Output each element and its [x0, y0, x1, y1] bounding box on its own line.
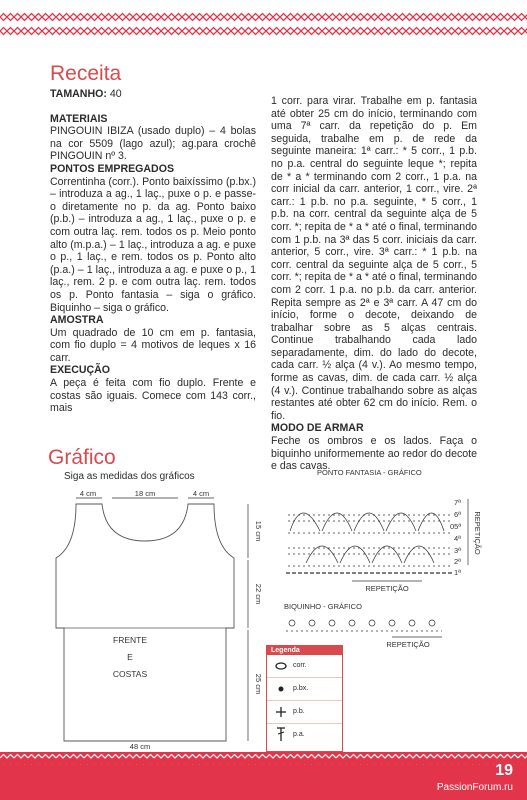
- legend-row-chain: [267, 655, 342, 678]
- legend-title: Legenda: [267, 646, 342, 655]
- size-line: [50, 88, 256, 101]
- bottom-zigzag-pattern: [0, 752, 527, 774]
- fan-motif: [418, 513, 444, 531]
- oval-icon: [275, 661, 287, 671]
- row-label-6: 6ª: [454, 510, 461, 519]
- piece-label-front: FRENTE: [113, 635, 147, 645]
- row-label-3: 3ª: [454, 546, 461, 555]
- page-number: 19: [495, 762, 513, 779]
- legend-row-double: [267, 724, 342, 746]
- assembly-heading: MODO DE ARMAR: [271, 422, 364, 435]
- legend-box: [266, 645, 343, 752]
- piece-label-and: E: [127, 652, 133, 662]
- measure-right-1: 15 cm: [254, 520, 263, 542]
- picot-loop: [369, 620, 375, 626]
- materials-heading: MATERIAIS: [50, 112, 108, 125]
- plus-icon: [275, 707, 287, 717]
- picot-loop: [329, 620, 335, 626]
- biquinho-loops: [289, 620, 435, 626]
- picot-loop: [349, 620, 355, 626]
- right-column: [271, 95, 477, 473]
- measure-top-right: 4 cm: [192, 489, 210, 498]
- legend-label: corr.: [293, 662, 307, 669]
- site-watermark: PassionForum.ru: [436, 782, 513, 793]
- top-zigzag-pattern: [0, 10, 527, 40]
- legend-row-single: [267, 701, 342, 724]
- measure-right-3: 25 cm: [254, 673, 263, 695]
- picot-loop: [289, 620, 295, 626]
- dot-icon: [275, 684, 287, 694]
- picot-loop: [389, 620, 395, 626]
- size-value: 40: [109, 88, 122, 100]
- fan-motif: [354, 513, 384, 531]
- row-label-7: 7ª: [454, 498, 461, 507]
- size-label: TAMANHO:: [50, 88, 107, 100]
- garment-schematic: [30, 486, 263, 756]
- row-label-5: 05ª: [450, 522, 462, 531]
- measure-right-2: 22 cm: [254, 583, 263, 605]
- fan-motif: [404, 546, 434, 563]
- graphic-subtitle: Siga as medidas dos gráficos: [64, 471, 195, 482]
- materials-text: PINGOUIN IBIZA (usado duplo) – 4 bolas na cor 5509 (lago azul); ag.para crochê PINGOUIN nº 3.: [50, 125, 256, 163]
- t-cross-icon: [275, 727, 287, 741]
- fan-motif: [322, 513, 352, 531]
- cross-rows: [288, 515, 450, 566]
- fan-motif: [306, 546, 338, 563]
- measure-bottom: 48 cm: [129, 742, 151, 751]
- fantasia-chart-title: PONTO FANTASIA - GRÁFICO: [317, 468, 422, 477]
- execution-continued: 1 corr. para virar. Trabalhe em p. fantasia até obter 25 cm do início, terminando com uma 7ª carr. da repetição do p. Em seguida, trabalhe em p. de rede da seguinte maneira: 1ª carr.: * 5 corr., 1 p.b. no p.a. central do seguinte leque *; repita de * a * terminando com 2 corr., 1 p.a. na corr inicial da carr. anterior, 1 corr., vire. 2ª carr.: 1 p.b. no p.a. seguinte, * 5 corr., 1 p.b. na corr. central da seguinte alça de 5 corr. *; repita de * a * até o final, terminando com 1 p.b. na 3ª das 5 corr. iniciais da carr. anterior, 5 corr., vire. 3ª carr.: * 1 p.b. na corr. central da seguinte alça de 5 corr., 5 corr. *; repita de * a * até o final, terminando com 2 corr. 1 p.a. no p.b. da carr. anterior. Repita sempre as 2ª e 3ª carr. A 47 cm do início, forme o decote, deixando de trabalhar sobre as 5 alças centrais. Continue trabalhando cada lado separadamente, dim. do lado do decote, cada carr. ½ alça (4 v.). Ao mesmo tempo, forme as cavas, dim. de cada carr. ½ alça (4 v.). Continue trabalhando sobre as alças restantes até obter 62 cm do início. Rem. o fio.: [271, 95, 477, 422]
- picot-loop: [409, 620, 415, 626]
- stitch-chart: [282, 463, 482, 653]
- biquinho-chart-title: BIQUINHO - GRÁFICO: [284, 602, 362, 611]
- execution-heading: EXECUÇÃO: [50, 364, 111, 377]
- left-column: [50, 62, 256, 415]
- piece-label-back: COSTAS: [112, 669, 148, 679]
- legend-label: p.bx.: [293, 685, 309, 692]
- fan-motif: [372, 546, 402, 563]
- legend-label: p.b.: [293, 708, 305, 715]
- row-label-1: 1ª: [454, 568, 461, 577]
- graphic-title: Gráfico: [48, 446, 116, 469]
- repeat-label-biquinho: REPETIÇÃO: [386, 640, 430, 649]
- fan-motif: [340, 546, 370, 563]
- legend-row-slip: [267, 678, 342, 701]
- recipe-title: Receita: [50, 62, 122, 85]
- sample-heading: AMOSTRA: [50, 314, 104, 327]
- fan-motif: [290, 513, 320, 531]
- assembly-text: Feche os ombros e os lados. Faça o biquinho uniformemente ao redor do decote e das cavas.: [271, 435, 477, 473]
- picot-loop: [429, 620, 435, 626]
- repeat-label-vertical: REPETIÇÃO: [473, 511, 482, 555]
- stitches-heading: PONTOS EMPREGADOS: [50, 162, 175, 175]
- picot-loop: [309, 620, 315, 626]
- measure-top-mid: 18 cm: [134, 489, 156, 498]
- measure-top-left: 4 cm: [79, 489, 97, 498]
- top-border-band: [0, 0, 527, 50]
- garment-outline: [56, 504, 234, 741]
- fan-motif: [386, 513, 416, 531]
- repeat-label-horizontal: REPETIÇÃO: [365, 584, 409, 593]
- legend-label: p.a.: [293, 731, 305, 738]
- row-label-2: 2ª: [454, 557, 461, 566]
- sample-text: Um quadrado de 10 cm em p. fantasia, com fio duplo = 4 motivos de leques x 16 carr.: [50, 326, 256, 364]
- row-label-4: 4ª: [454, 534, 461, 543]
- fan-motifs: [290, 513, 444, 563]
- stitches-text: Correntinha (corr.). Ponto baixíssimo (p.bx.) – introduza a ag., 1 laç., puxe o p. e passe-o diretamente no p. da ag. Ponto baixo (p.b.) – introduza a ag., 1 laç., puxe o p. e com outra laç. rem. todos os p. Meio ponto alto (m.p.a.) – 1 laç., introduza a ag. e puxe o p., 1 laç., e rem. todos os p. Ponto alto (p.a.) – 1 laç., introduza a ag. e puxe o p., 1 laç., rem. 2 p. e com outra laç. rem. todos os p. Ponto fantasia – siga o gráfico. Biquinho – siga o gráfico.: [50, 175, 256, 314]
- execution-text: A peça é feita com fio duplo. Frente e costas são iguais. Comece com 143 corr., mais: [50, 377, 256, 415]
- bottom-border-band: [0, 752, 527, 800]
